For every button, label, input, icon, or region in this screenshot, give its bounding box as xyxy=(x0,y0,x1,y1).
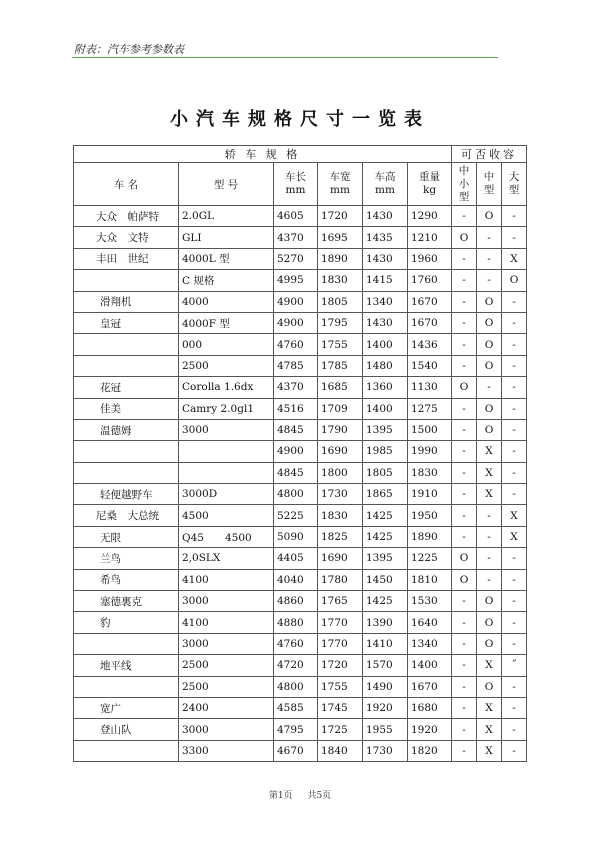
cell-height: 1865 xyxy=(363,484,408,505)
cell-length: 4995 xyxy=(274,270,318,291)
cell-fit-small: O xyxy=(452,548,477,569)
cell-weight: 1810 xyxy=(408,569,452,590)
cell-length: 4720 xyxy=(274,655,318,676)
cell-fit-medium: - xyxy=(477,569,502,590)
cell-width: 1690 xyxy=(318,548,363,569)
page-footer xyxy=(0,788,600,801)
cell-weight: 1960 xyxy=(408,248,452,269)
cell-model: 4000L 型 xyxy=(179,248,274,269)
cell-height: 1400 xyxy=(363,334,408,355)
cell-fit-medium: O xyxy=(477,419,502,440)
small-char-1: 中 xyxy=(458,164,470,177)
height-label: 车高 xyxy=(374,171,396,183)
table-row xyxy=(74,655,527,676)
cell-fit-medium: X xyxy=(477,441,502,462)
cell-height: 1730 xyxy=(363,740,408,761)
length-label: 车长 xyxy=(285,171,306,183)
cell-fit-small: - xyxy=(452,612,477,633)
cell-fit-large: - xyxy=(502,740,527,761)
cell-fit-medium: O xyxy=(477,355,502,376)
cell-weight: 1950 xyxy=(408,505,452,526)
cell-model xyxy=(179,462,274,483)
cell-fit-medium: X xyxy=(477,697,502,718)
cell-width: 1720 xyxy=(318,206,363,227)
cell-height: 1415 xyxy=(363,270,408,291)
cell-height: 1435 xyxy=(363,227,408,248)
cell-model: 3000 xyxy=(179,719,274,740)
cell-length: 5225 xyxy=(274,505,318,526)
table-row xyxy=(74,206,527,227)
cell-width: 1890 xyxy=(318,248,363,269)
cell-name: 地平线 xyxy=(74,655,179,676)
cell-model: 4100 xyxy=(179,612,274,633)
cell-fit-large: - xyxy=(502,291,527,312)
cell-height: 1570 xyxy=(363,655,408,676)
cell-length: 4585 xyxy=(274,697,318,718)
cell-fit-large: X xyxy=(502,248,527,269)
cell-fit-medium: - xyxy=(477,270,502,291)
cell-width: 1709 xyxy=(318,398,363,419)
cell-fit-large: - xyxy=(502,355,527,376)
large-char-2: 型 xyxy=(508,184,520,196)
table-row xyxy=(74,740,527,761)
cell-fit-small: - xyxy=(452,740,477,761)
cell-height: 1340 xyxy=(363,291,408,312)
table-row xyxy=(74,505,527,526)
cell-fit-large: - xyxy=(502,206,527,227)
cell-model: C 规格 xyxy=(179,270,274,291)
cell-weight: 1920 xyxy=(408,719,452,740)
cell-height: 1425 xyxy=(363,505,408,526)
cell-name: 塞德裏克 xyxy=(74,591,179,612)
cell-fit-medium: O xyxy=(477,334,502,355)
small-char-2: 小 xyxy=(458,177,470,190)
cell-fit-small: - xyxy=(452,484,477,505)
cell-name: 花冠 xyxy=(74,377,179,398)
cell-fit-medium: X xyxy=(477,719,502,740)
cell-length: 4800 xyxy=(274,676,318,697)
cell-length: 4405 xyxy=(274,548,318,569)
cell-length: 4370 xyxy=(274,377,318,398)
cell-fit-large: O xyxy=(502,270,527,291)
col-header-name: 车 名 xyxy=(74,163,179,206)
page-total: 共5页 xyxy=(307,791,332,801)
cell-fit-small: - xyxy=(452,270,477,291)
cell-height: 1425 xyxy=(363,591,408,612)
cell-height: 1390 xyxy=(363,612,408,633)
cell-weight: 1210 xyxy=(408,227,452,248)
table-row xyxy=(74,591,527,612)
cell-weight: 1670 xyxy=(408,312,452,333)
cell-weight: 1990 xyxy=(408,441,452,462)
cell-length: 5270 xyxy=(274,248,318,269)
table-row xyxy=(74,377,527,398)
cell-model: 3000D xyxy=(179,484,274,505)
cell-weight: 1670 xyxy=(408,676,452,697)
cell-name: 尼桑 大总统 xyxy=(74,505,179,526)
cell-fit-medium: X xyxy=(477,655,502,676)
medium-char-2: 型 xyxy=(483,184,495,196)
cell-model: 2500 xyxy=(179,655,274,676)
cell-length: 4880 xyxy=(274,612,318,633)
cell-model xyxy=(179,441,274,462)
cell-length: 4900 xyxy=(274,441,318,462)
cell-name xyxy=(74,334,179,355)
cell-height: 1395 xyxy=(363,419,408,440)
cell-fit-medium: - xyxy=(477,227,502,248)
cell-weight: 1275 xyxy=(408,398,452,419)
cell-name: 登山队 xyxy=(74,719,179,740)
cell-model: 2500 xyxy=(179,355,274,376)
cell-width: 1840 xyxy=(318,740,363,761)
cell-length: 4040 xyxy=(274,569,318,590)
cell-length: 4795 xyxy=(274,719,318,740)
col-header-height xyxy=(363,163,408,206)
cell-length: 4516 xyxy=(274,398,318,419)
cell-height: 1430 xyxy=(363,248,408,269)
cell-fit-large: - xyxy=(502,377,527,398)
table-row xyxy=(74,697,527,718)
cell-width: 1745 xyxy=(318,697,363,718)
cell-model: 3300 xyxy=(179,740,274,761)
cell-fit-medium: O xyxy=(477,612,502,633)
cell-width: 1800 xyxy=(318,462,363,483)
small-char-3: 型 xyxy=(458,190,470,203)
cell-width: 1790 xyxy=(318,419,363,440)
cell-weight: 1400 xyxy=(408,655,452,676)
table-row xyxy=(74,676,527,697)
cell-fit-large: - xyxy=(502,441,527,462)
cell-fit-large: ˝ xyxy=(502,655,527,676)
cell-weight: 1340 xyxy=(408,633,452,654)
table-row xyxy=(74,719,527,740)
cell-weight: 1910 xyxy=(408,484,452,505)
cell-fit-small: - xyxy=(452,398,477,419)
cell-length: 4670 xyxy=(274,740,318,761)
cell-fit-small: - xyxy=(452,591,477,612)
height-unit: mm xyxy=(375,184,395,196)
cell-model: Camry 2.0gl1 xyxy=(179,398,274,419)
cell-width: 1770 xyxy=(318,612,363,633)
table-body xyxy=(74,206,527,762)
cell-height: 1430 xyxy=(363,206,408,227)
table-row xyxy=(74,441,527,462)
page-title: 小汽车规格尺寸一览表 xyxy=(170,109,430,130)
table-row xyxy=(74,548,527,569)
cell-weight: 1830 xyxy=(408,462,452,483)
document-header: 附表：汽车参考参数表 xyxy=(74,43,184,56)
cell-height: 1395 xyxy=(363,548,408,569)
cell-width: 1770 xyxy=(318,633,363,654)
cell-fit-small: - xyxy=(452,419,477,440)
cell-weight: 1530 xyxy=(408,591,452,612)
cell-fit-small: - xyxy=(452,462,477,483)
cell-name: 大众 文特 xyxy=(74,227,179,248)
length-unit: mm xyxy=(285,184,306,196)
cell-model: 3000 xyxy=(179,591,274,612)
cell-fit-small: - xyxy=(452,206,477,227)
cell-fit-large: - xyxy=(502,398,527,419)
cell-width: 1780 xyxy=(318,569,363,590)
cell-weight: 1680 xyxy=(408,697,452,718)
cell-fit-medium: - xyxy=(477,505,502,526)
table-row xyxy=(74,227,527,248)
cell-fit-medium: O xyxy=(477,591,502,612)
cell-width: 1765 xyxy=(318,591,363,612)
cell-fit-small: - xyxy=(452,355,477,376)
cell-width: 1795 xyxy=(318,312,363,333)
col-header-model: 型 号 xyxy=(179,163,274,206)
cell-fit-large: - xyxy=(502,676,527,697)
cell-weight: 1640 xyxy=(408,612,452,633)
cell-fit-small: - xyxy=(452,312,477,333)
cell-name: 丰田 世纪 xyxy=(74,248,179,269)
cell-length: 4760 xyxy=(274,633,318,654)
cell-width: 1830 xyxy=(318,505,363,526)
cell-length: 4845 xyxy=(274,462,318,483)
cell-model: 2400 xyxy=(179,697,274,718)
cell-fit-small: O xyxy=(452,227,477,248)
cell-model: GLI xyxy=(179,227,274,248)
cell-weight: 1760 xyxy=(408,270,452,291)
cell-fit-small: - xyxy=(452,676,477,697)
cell-height: 1430 xyxy=(363,312,408,333)
cell-height: 1490 xyxy=(363,676,408,697)
table-row xyxy=(74,633,527,654)
cell-model: 000 xyxy=(179,334,274,355)
cell-weight: 1130 xyxy=(408,377,452,398)
cell-height: 1920 xyxy=(363,697,408,718)
cell-fit-medium: - xyxy=(477,377,502,398)
cell-fit-large: - xyxy=(502,612,527,633)
cell-length: 4800 xyxy=(274,484,318,505)
weight-label: 重量 xyxy=(419,171,440,183)
page-number: 第1页 xyxy=(268,791,293,801)
col-header-width xyxy=(318,163,363,206)
cell-name xyxy=(74,633,179,654)
table-row xyxy=(74,334,527,355)
cell-model: 2500 xyxy=(179,676,274,697)
cell-name xyxy=(74,462,179,483)
cell-fit-small: - xyxy=(452,505,477,526)
cell-height: 1450 xyxy=(363,569,408,590)
cell-fit-small: O xyxy=(452,377,477,398)
cell-model: 2,0SLX xyxy=(179,548,274,569)
table-row xyxy=(74,398,527,419)
cell-name xyxy=(74,441,179,462)
cell-fit-large: - xyxy=(502,419,527,440)
col-header-small xyxy=(452,163,477,206)
cell-fit-medium: X xyxy=(477,462,502,483)
cell-weight: 1890 xyxy=(408,526,452,547)
table-column-header-row xyxy=(74,163,527,206)
cell-weight: 1500 xyxy=(408,419,452,440)
table-row xyxy=(74,270,527,291)
table-row xyxy=(74,612,527,633)
cell-fit-small: - xyxy=(452,291,477,312)
cell-fit-medium: X xyxy=(477,740,502,761)
cell-width: 1755 xyxy=(318,334,363,355)
cell-fit-medium: O xyxy=(477,633,502,654)
cell-weight: 1540 xyxy=(408,355,452,376)
cell-width: 1730 xyxy=(318,484,363,505)
cell-width: 1720 xyxy=(318,655,363,676)
cell-height: 1480 xyxy=(363,355,408,376)
col-header-large xyxy=(502,163,527,206)
cell-name: 宽广 xyxy=(74,697,179,718)
cell-model: 3000 xyxy=(179,633,274,654)
cell-name: 豹 xyxy=(74,612,179,633)
cell-fit-large: - xyxy=(502,548,527,569)
cell-name: 希鸟 xyxy=(74,569,179,590)
cell-width: 1805 xyxy=(318,291,363,312)
cell-fit-medium: X xyxy=(477,484,502,505)
cell-fit-medium: O xyxy=(477,312,502,333)
medium-char-1: 中 xyxy=(483,171,495,183)
cell-fit-medium: O xyxy=(477,206,502,227)
cell-name: 兰鸟 xyxy=(74,548,179,569)
cell-width: 1755 xyxy=(318,676,363,697)
cell-model: 2.0GL xyxy=(179,206,274,227)
table-row xyxy=(74,248,527,269)
cell-fit-small: - xyxy=(452,248,477,269)
car-spec-table xyxy=(73,145,527,762)
table-row xyxy=(74,569,527,590)
table-row xyxy=(74,462,527,483)
cell-model: 4000F 型 xyxy=(179,312,274,333)
cell-height: 1425 xyxy=(363,526,408,547)
cell-length: 4900 xyxy=(274,312,318,333)
cell-model: 4500 xyxy=(179,505,274,526)
table-row xyxy=(74,312,527,333)
cell-fit-medium: - xyxy=(477,248,502,269)
cell-height: 1955 xyxy=(363,719,408,740)
cell-fit-large: X xyxy=(502,526,527,547)
cell-name: 无限 xyxy=(74,526,179,547)
cell-fit-large: - xyxy=(502,719,527,740)
table-row xyxy=(74,526,527,547)
cell-length: 4860 xyxy=(274,591,318,612)
cell-width: 1785 xyxy=(318,355,363,376)
cell-model: Corolla 1.6dx xyxy=(179,377,274,398)
cell-width: 1725 xyxy=(318,719,363,740)
col-header-weight xyxy=(408,163,452,206)
cell-fit-large: - xyxy=(502,697,527,718)
cell-weight: 1225 xyxy=(408,548,452,569)
cell-width: 1825 xyxy=(318,526,363,547)
cell-height: 1400 xyxy=(363,398,408,419)
cell-fit-small: - xyxy=(452,334,477,355)
header-divider xyxy=(72,57,498,58)
cell-name: 轻便越野车 xyxy=(74,484,179,505)
cell-name: 佳美 xyxy=(74,398,179,419)
table-row xyxy=(74,291,527,312)
cell-name xyxy=(74,355,179,376)
col-header-length xyxy=(274,163,318,206)
cell-fit-small: - xyxy=(452,697,477,718)
cell-model: 3000 xyxy=(179,419,274,440)
cell-length: 5090 xyxy=(274,526,318,547)
cell-fit-large: - xyxy=(502,484,527,505)
cell-width: 1695 xyxy=(318,227,363,248)
cell-fit-small: - xyxy=(452,526,477,547)
cell-fit-small: - xyxy=(452,655,477,676)
cell-model: Q45 4500 xyxy=(179,526,274,547)
cell-model: 4000 xyxy=(179,291,274,312)
table-group-header-row xyxy=(74,146,527,163)
cell-name xyxy=(74,740,179,761)
table-row xyxy=(74,419,527,440)
cell-fit-large: X xyxy=(502,505,527,526)
cell-length: 4605 xyxy=(274,206,318,227)
cell-fit-large: - xyxy=(502,633,527,654)
cell-weight: 1820 xyxy=(408,740,452,761)
cell-length: 4370 xyxy=(274,227,318,248)
cell-name xyxy=(74,270,179,291)
cell-length: 4900 xyxy=(274,291,318,312)
cell-weight: 1670 xyxy=(408,291,452,312)
cell-fit-small: - xyxy=(452,441,477,462)
cell-width: 1830 xyxy=(318,270,363,291)
cell-height: 1805 xyxy=(363,462,408,483)
cell-fit-large: - xyxy=(502,334,527,355)
group-header-fit: 可否收容 xyxy=(452,146,527,163)
cell-model: 4100 xyxy=(179,569,274,590)
cell-fit-large: - xyxy=(502,312,527,333)
cell-length: 4760 xyxy=(274,334,318,355)
cell-fit-large: - xyxy=(502,569,527,590)
cell-width: 1690 xyxy=(318,441,363,462)
cell-length: 4845 xyxy=(274,419,318,440)
cell-fit-small: O xyxy=(452,569,477,590)
cell-height: 1360 xyxy=(363,377,408,398)
cell-name: 大众 帕萨特 xyxy=(74,206,179,227)
group-header-spec: 轿 车 规 格 xyxy=(74,146,452,163)
weight-unit: kg xyxy=(422,184,437,196)
cell-fit-medium: O xyxy=(477,291,502,312)
cell-length: 4785 xyxy=(274,355,318,376)
cell-fit-large: - xyxy=(502,227,527,248)
table-row xyxy=(74,484,527,505)
cell-fit-medium: O xyxy=(477,676,502,697)
cell-fit-medium: O xyxy=(477,398,502,419)
cell-weight: 1290 xyxy=(408,206,452,227)
cell-height: 1985 xyxy=(363,441,408,462)
cell-name: 温德姆 xyxy=(74,419,179,440)
cell-fit-large: - xyxy=(502,462,527,483)
cell-width: 1685 xyxy=(318,377,363,398)
cell-fit-medium: - xyxy=(477,526,502,547)
cell-name: 皇冠 xyxy=(74,312,179,333)
width-unit: mm xyxy=(330,184,350,196)
width-label: 车宽 xyxy=(329,171,351,183)
cell-weight: 1436 xyxy=(408,334,452,355)
col-header-medium xyxy=(477,163,502,206)
cell-height: 1410 xyxy=(363,633,408,654)
table-row xyxy=(74,355,527,376)
large-char-1: 大 xyxy=(508,171,520,183)
cell-fit-small: - xyxy=(452,719,477,740)
cell-name xyxy=(74,676,179,697)
cell-name: 滑翔机 xyxy=(74,291,179,312)
cell-fit-small: - xyxy=(452,633,477,654)
cell-fit-medium: - xyxy=(477,548,502,569)
cell-fit-large: - xyxy=(502,591,527,612)
